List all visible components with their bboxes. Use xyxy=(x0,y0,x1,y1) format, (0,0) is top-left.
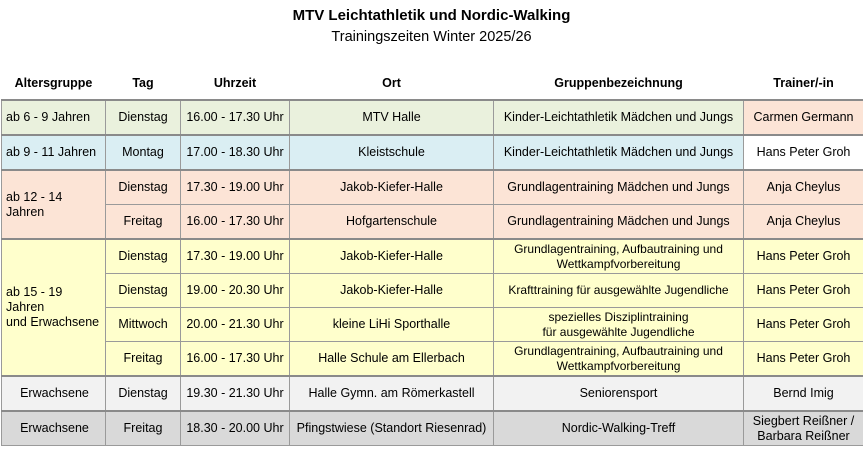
time-cell: 18.30 - 20.00 Uhr xyxy=(181,411,290,446)
group-cell: spezielles Disziplintraining für ausgewählte Jugendliche xyxy=(494,308,744,342)
place-cell: MTV Halle xyxy=(290,100,494,135)
day-cell: Dienstag xyxy=(106,239,181,274)
age-group-cell: ab 9 - 11 Jahren xyxy=(2,135,106,170)
table-row xyxy=(2,376,863,411)
schedule-table xyxy=(1,66,863,446)
column-header-day: Tag xyxy=(106,66,181,100)
age-group-cell: Erwachsene xyxy=(2,376,106,411)
group-cell: Seniorensport xyxy=(494,376,744,411)
place-cell: kleine LiHi Sporthalle xyxy=(290,308,494,342)
table-row xyxy=(2,205,863,240)
table-row xyxy=(2,342,863,377)
trainer-cell: Anja Cheylus xyxy=(744,205,863,240)
time-cell: 19.00 - 20.30 Uhr xyxy=(181,274,290,308)
group-cell: Grundlagentraining, Aufbautraining und Wettkampfvorbereitung xyxy=(494,342,744,377)
day-cell: Montag xyxy=(106,135,181,170)
place-cell: Halle Schule am Ellerbach xyxy=(290,342,494,377)
time-cell: 16.00 - 17.30 Uhr xyxy=(181,100,290,135)
time-cell: 17.00 - 18.30 Uhr xyxy=(181,135,290,170)
trainer-cell: Hans Peter Groh xyxy=(744,135,863,170)
age-group-cell: ab 6 - 9 Jahren xyxy=(2,100,106,135)
place-cell: Hofgartenschule xyxy=(290,205,494,240)
trainer-cell: Hans Peter Groh xyxy=(744,308,863,342)
trainer-cell: Carmen Germann xyxy=(744,100,863,135)
group-cell: Kinder-Leichtathletik Mädchen und Jungs xyxy=(494,100,744,135)
column-header-group: Gruppenbezeichnung xyxy=(494,66,744,100)
page-subtitle: Trainingszeiten Winter 2025/26 xyxy=(331,29,532,45)
day-cell: Freitag xyxy=(106,411,181,446)
table-row xyxy=(2,135,863,170)
group-cell: Grundlagentraining, Aufbautraining und Wettkampfvorbereitung xyxy=(494,239,744,274)
day-cell: Mittwoch xyxy=(106,308,181,342)
place-cell: Jakob-Kiefer-Halle xyxy=(290,170,494,205)
time-cell: 17.30 - 19.00 Uhr xyxy=(181,170,290,205)
place-cell: Halle Gymn. am Römerkastell xyxy=(290,376,494,411)
trainer-cell: Hans Peter Groh xyxy=(744,342,863,377)
age-group-cell: ab 15 - 19 Jahren und Erwachsene xyxy=(2,239,106,376)
age-group-cell: Erwachsene xyxy=(2,411,106,446)
table-row xyxy=(2,411,863,446)
day-cell: Dienstag xyxy=(106,274,181,308)
time-cell: 20.00 - 21.30 Uhr xyxy=(181,308,290,342)
trainer-cell: Bernd Imig xyxy=(744,376,863,411)
column-header-place: Ort xyxy=(290,66,494,100)
group-cell: Grundlagentraining Mädchen und Jungs xyxy=(494,205,744,240)
table-row xyxy=(2,239,863,274)
page-title: MTV Leichtathletik und Nordic-Walking xyxy=(292,7,571,24)
column-header-time: Uhrzeit xyxy=(181,66,290,100)
trainer-cell: Siegbert Reißner / Barbara Reißner xyxy=(744,411,863,446)
table-row xyxy=(2,308,863,342)
day-cell: Dienstag xyxy=(106,376,181,411)
group-cell: Grundlagentraining Mädchen und Jungs xyxy=(494,170,744,205)
group-cell: Nordic-Walking-Treff xyxy=(494,411,744,446)
day-cell: Dienstag xyxy=(106,100,181,135)
place-cell: Jakob-Kiefer-Halle xyxy=(290,239,494,274)
time-cell: 16.00 - 17.30 Uhr xyxy=(181,205,290,240)
age-group-cell: ab 12 - 14 Jahren xyxy=(2,170,106,239)
time-cell: 19.30 - 21.30 Uhr xyxy=(181,376,290,411)
trainer-cell: Anja Cheylus xyxy=(744,170,863,205)
time-cell: 17.30 - 19.00 Uhr xyxy=(181,239,290,274)
group-cell: Krafttraining für ausgewählte Jugendliche xyxy=(494,274,744,308)
column-header-trainer: Trainer/-in xyxy=(744,66,863,100)
place-cell: Kleistschule xyxy=(290,135,494,170)
trainer-cell: Hans Peter Groh xyxy=(744,239,863,274)
day-cell: Freitag xyxy=(106,342,181,377)
table-row xyxy=(2,170,863,205)
column-header-age: Altersgruppe xyxy=(2,66,106,100)
place-cell: Jakob-Kiefer-Halle xyxy=(290,274,494,308)
place-cell: Pfingstwiese (Standort Riesenrad) xyxy=(290,411,494,446)
day-cell: Dienstag xyxy=(106,170,181,205)
group-cell: Kinder-Leichtathletik Mädchen und Jungs xyxy=(494,135,744,170)
table-row xyxy=(2,274,863,308)
trainer-cell: Hans Peter Groh xyxy=(744,274,863,308)
day-cell: Freitag xyxy=(106,205,181,240)
table-header-row xyxy=(2,66,863,100)
table-row xyxy=(2,100,863,135)
time-cell: 16.00 - 17.30 Uhr xyxy=(181,342,290,377)
